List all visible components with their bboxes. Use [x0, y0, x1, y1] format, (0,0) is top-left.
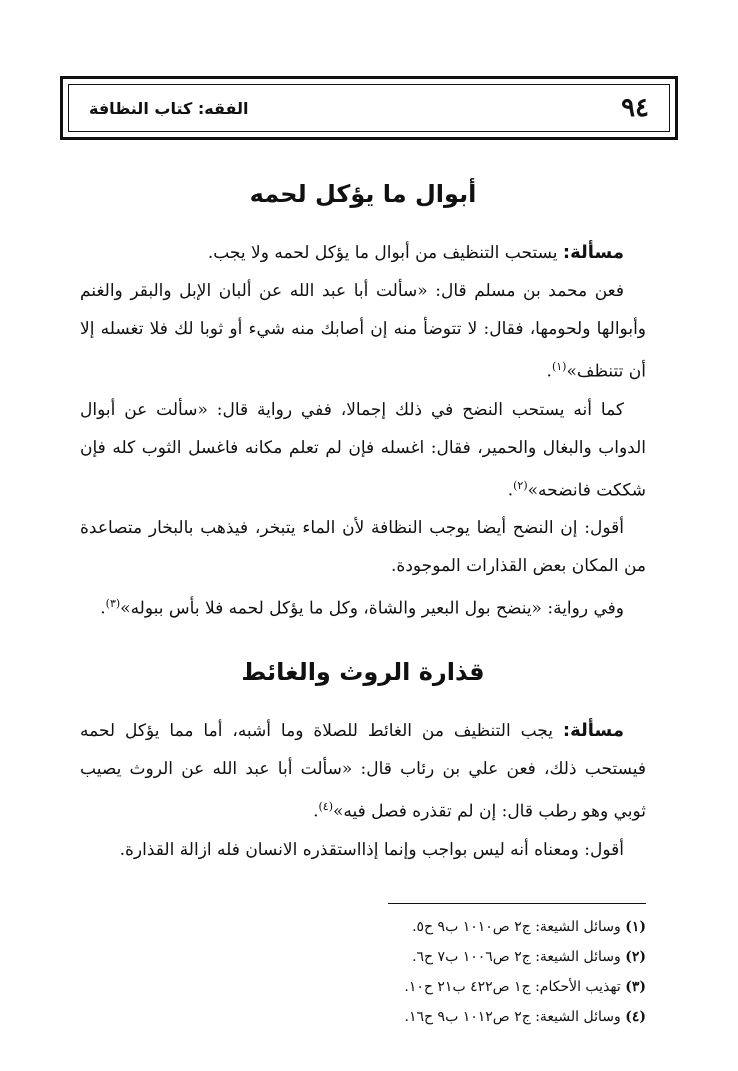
footnote-divider [388, 903, 646, 904]
footnote-number: (٣) [625, 979, 646, 995]
footnote-1 [306, 912, 646, 942]
commentary-paragraph-2: أقول: ومعناه أنه ليس بواجب وإنما إذااستقذره الانسان فله ازالة القذارة. [119, 839, 624, 860]
issue-paragraph-2 [80, 712, 646, 831]
footnote-ref-1: (١) [551, 360, 567, 373]
running-header-inner [68, 84, 670, 132]
narration-text: كما أنه يستحب النضح في ذلك إجمالا، ففي رواية قال: «سألت عن أبوال الدواب والبغال والحمير، فقال: اغسله فإن لم تعلم مكانه فاغسل الثوب كله فإن شككت فانضحه» [80, 399, 646, 501]
period: . [100, 598, 106, 619]
footnote-3 [306, 972, 646, 1002]
page-number: ٩٤ [621, 93, 649, 123]
footnote-text: وسائل الشيعة: ج٢ ص١٠١٠ ب٩ ح٥. [412, 919, 626, 935]
issue-keyword: مسألة: [562, 719, 624, 741]
section-title-urine: أبوال ما يؤكل لحمه [249, 180, 477, 208]
period: . [313, 801, 319, 822]
footnote-text: وسائل الشيعة: ج٢ ص١٠٠٦ ب٧ ح٦. [412, 949, 626, 965]
running-header [60, 76, 678, 140]
footnote-text: تهذيب الأحكام: ج١ ص٤٢٢ ب٢١ ح١٠. [404, 979, 626, 995]
narration-paragraph-3 [80, 585, 646, 628]
footnote-number: (١) [625, 919, 646, 935]
footnote-number: (٢) [625, 949, 646, 965]
narration-paragraph-2 [80, 391, 646, 510]
commentary-paragraph-1: أقول: إن النضح أيضا يوجب النظافة لأن الماء يتبخر، فيذهب بالبخار متصاعدة من المكان بعض القذارات الموجودة. [80, 518, 646, 577]
narration-text: وفي رواية: «ينضح بول البعير والشاة، وكل ما يؤكل لحمه فلا بأس ببوله» [120, 598, 624, 619]
issue-keyword: مسألة: [562, 242, 624, 263]
section-title-dung: قذارة الروث والغائط [241, 657, 485, 686]
issue-text: يجب التنظيف من الغائط للصلاة وما أشبه، أما مما يؤكل لحمه فيستحب ذلك، فعن علي بن رئاب قال: «سألت أبا عبد الله عن الروث يصيب ثوبي وهو رطب قال: إن لم تقذره فصل فيه» [80, 720, 646, 822]
footnote-2 [306, 942, 646, 972]
period: . [507, 480, 514, 501]
period: . [546, 361, 552, 382]
issue-text: يستحب التنظيف من أبوال ما يؤكل لحمه ولا يجب. [207, 243, 563, 263]
narration-text: فعن محمد بن مسلم قال: «سألت أبا عبد الله عن ألبان الإبل والبقر والغنم وأبوالها ولحومها، فقال: لا تتوضأ منه إن أصابك منه شيء أو ثوبا لك فلا تغسله إلا أن تتنظف» [80, 281, 646, 382]
issue-paragraph-1 [80, 234, 646, 272]
footnote-4 [306, 1002, 646, 1032]
footnotes [306, 912, 646, 1032]
running-head-title: الفقه: كتاب النظافة [89, 98, 249, 118]
footnote-ref-4: (٤) [318, 799, 333, 813]
footnote-number: (٤) [625, 1009, 646, 1025]
footnote-text: وسائل الشيعة: ج٢ ص١٠١٢ ب٩ ح١٦. [404, 1009, 626, 1025]
footnote-ref-2: (٢) [513, 478, 528, 492]
footnote-ref-3: (٣) [105, 597, 121, 611]
page-body [80, 180, 646, 869]
narration-paragraph-1 [80, 272, 646, 391]
